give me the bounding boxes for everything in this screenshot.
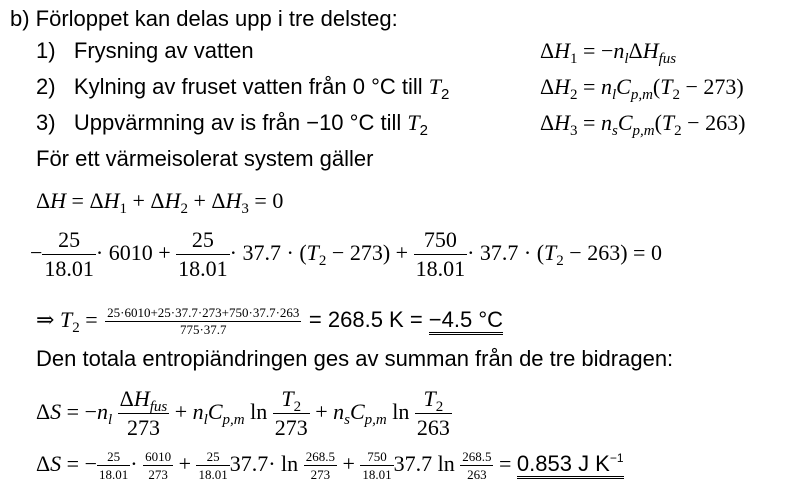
eq-dh-sum: $\Delta H = \Delta H_1 + \Delta H_2 + \Delta H_3 = 0$ [36,188,284,217]
entropy-statement-text: Den totala entropiändringen ges av summan från de tre bidragen: [36,346,674,371]
value-37-7-c: 37.7 [229,451,269,476]
eq-dh2: $\Delta H_2 = n_lC_{p,m}(T_2 - 273)$ [540,74,744,103]
heading-text: b) Förloppet kan delas upp i tre delsteg: [10,6,398,31]
system-note-text: För ett värmeisolerat system gäller [36,146,374,171]
frac-25-over-1801: $\frac{25}{18.01}$ [44,227,94,282]
ds-result [517,451,624,479]
system-note [36,146,373,172]
frac-750-small: $\frac{750}{18.01}$ [362,449,392,483]
frac-2685-over-263: $\frac{268.5}{263}$ [462,449,492,483]
step-3-number: 3) [36,110,56,135]
frac-750-over-1801: $\frac{750}{18.01}$ [415,227,466,282]
step-2: 2) Kylning av fruset vatten från 0 °C till $T_2$ [36,74,450,103]
eq-t2-result: ⇒ $T_2$ = $\frac{25\cdot 6010+25\cdot 37.7\cdot 273+750\cdot 37.7\cdot 263}{775\cdot 37.7}$ = 268.5 K = −4.5 °C [36,305,504,338]
frac-25-over-1801-b: $\frac{25}{18.01}$ [178,227,228,282]
value-37-7: 37.7 [242,240,281,265]
value-263: 263 [587,240,621,265]
heading-line [10,6,398,32]
step-1-text: Frysning av vatten [73,38,254,63]
frac-t2-over-273: $\frac{T_2}{273}$ [274,386,308,441]
value-37-7-d: 37.7 [393,451,433,476]
frac-6010-small: $\frac{6010}{273}$ [145,449,172,483]
step-1 [36,38,254,64]
value-37-7-b: 37.7 [479,240,519,265]
frac-2685-over-273: $\frac{268.5}{273}$ [305,449,335,483]
entropy-statement [36,346,673,372]
frac-t2 [105,305,301,338]
value-273: 273 [349,240,383,265]
frac-t2-over-263: $\frac{T_2}{263}$ [416,386,450,441]
frac-25-small-b: $\frac{25}{18.01}$ [198,449,228,483]
value-6010: 6010 [108,240,153,265]
step-2-text: Kylning av fruset vatten från 0 °C till [73,74,429,99]
eq-energy-balance: − $\frac{25}{18.01}$ · 6010 + $\frac{25}{18.01}$ · $37.7 \cdot (T_2 - 273)$ + $\frac{750}{18.01}$ · $37.7 \cdot (T_2 - 263) = 0$ [30,227,662,282]
eq-ds-expression: $\Delta S = -n_l$ $\frac{\Delta H_{fus}}{273}$ + $n_lC_{p,m}$ ln $\frac{T_2}{273}$ + $n_sC_{p,m}$ ln $\frac{T_2}{263}$ [36,386,450,441]
t2-denominator: 775·37.7 [179,322,227,338]
step-3-text: Uppvärmning av is från −10 °C till [73,110,408,135]
ds-value: 0.853 J K [516,451,610,476]
eq-dh1: $\Delta H_1 = -n_l\Delta H_{fus}$ [540,38,677,67]
step-2-number: 2) [36,74,56,99]
t2-numerator: 25·6010+25·37.7·273+750·37.7·263 [107,305,300,321]
step-3: 3) Uppvärmning av is från −10 °C till $T_2$ [36,110,428,139]
t2-celsius: −4.5 °C [429,307,503,335]
step-1-number: 1) [36,38,56,63]
frac-25-small: $\frac{25}{18.01}$ [98,449,129,483]
frac-dhfus-over-273: $\frac{\Delta H_{fus}}{273}$ [119,386,168,441]
t2-kelvin: = 268.5 K = [308,307,429,332]
eq-ds-numeric: ΔS = − $\frac{25}{18.01}$ · $\frac{6010}{273}$ + $\frac{25}{18.01}$ 37.7· ln $\frac{268.5}{273}$ + $\frac{750}{18.01}$ 37.7 ln $\frac{268.5}{263}$ = 0.853 J $K^{-1}$ [36,449,624,483]
eq-dh3: $\Delta H_3 = n_sC_{p,m}(T_2 - 263)$ [540,110,746,139]
ds-exponent: −1 [609,451,624,465]
